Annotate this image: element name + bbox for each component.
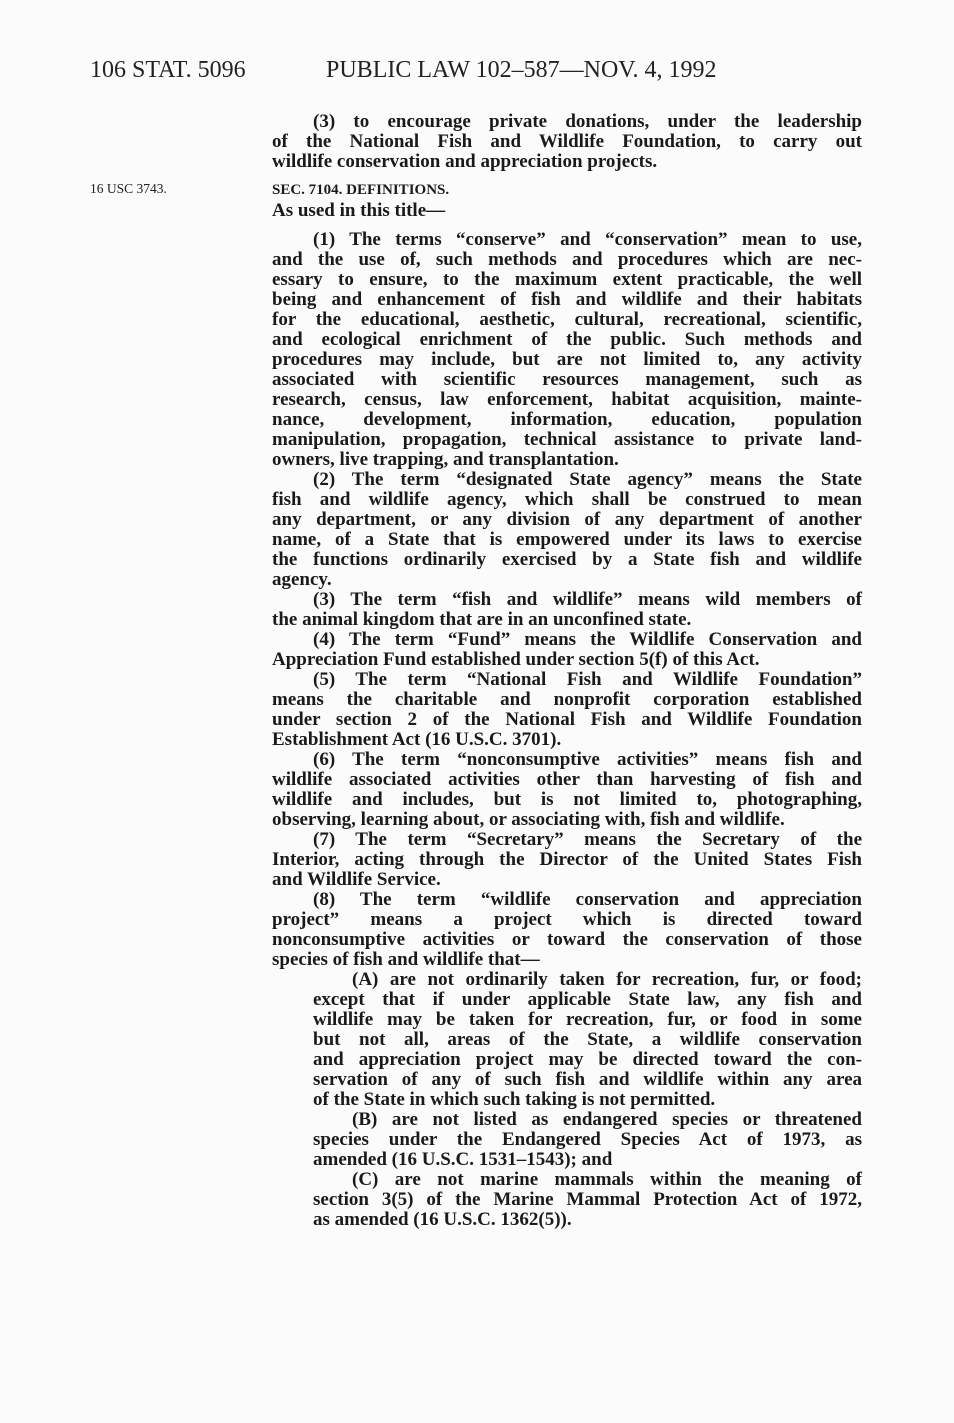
- text-line: means the charitable and nonprofit corporation established: [272, 689, 862, 710]
- text-line: name, of a State that is empowered under its laws to exercise: [272, 529, 862, 550]
- text-line: the functions ordinarily exercised by a State fish and wildlife: [272, 549, 862, 570]
- page-number: 106 STAT. 5096: [90, 57, 246, 83]
- text-line: nance, development, information, education, population: [272, 409, 862, 430]
- text-line: (4) The term “Fund” means the Wildlife Conservation and: [313, 629, 862, 650]
- text-line: of the State in which such taking is not permitted.: [313, 1089, 716, 1110]
- text-line: Establishment Act (16 U.S.C. 3701).: [272, 729, 562, 750]
- text-line: and appreciation project may be directed toward the con-: [313, 1049, 862, 1070]
- text-line: and the use of, such methods and procedures which are nec-: [272, 249, 862, 270]
- text-line: (5) The term “National Fish and Wildlife Foundation”: [313, 669, 862, 690]
- text-line: and ecological enrichment of the public. Such methods and: [272, 329, 862, 350]
- text-line: procedures may include, but are not limited to, any activity: [272, 349, 862, 370]
- text-line: for the educational, aesthetic, cultural, recreational, scientific,: [272, 309, 862, 330]
- intro-text: As used in this title—: [272, 200, 446, 221]
- text-line: (8) The term “wildlife conservation and appreciation: [313, 889, 862, 910]
- text-line: (1) The terms “conserve” and “conservation” mean to use,: [313, 229, 862, 250]
- text-line: Appreciation Fund established under section 5(f) of this Act.: [272, 649, 760, 670]
- text-line: (3) The term “fish and wildlife” means wild members of: [313, 589, 862, 610]
- text-line: Interior, acting through the Director of the United States Fish: [272, 849, 862, 870]
- text-line: wildlife may be taken for recreation, fur, or food in some: [313, 1009, 862, 1030]
- text-line: under section 2 of the National Fish and Wildlife Foundation: [272, 709, 862, 730]
- text-line: amended (16 U.S.C. 1531–1543); and: [313, 1149, 613, 1170]
- text-line: wildlife associated activities other than harvesting of fish and: [272, 769, 862, 790]
- text-line: (A) are not ordinarily taken for recreation, fur, or food;: [352, 969, 862, 990]
- text-line: of the National Fish and Wildlife Foundation, to carry out: [272, 131, 862, 152]
- text-line: but not all, areas of the State, a wildlife conservation: [313, 1029, 862, 1050]
- text-line: research, census, law enforcement, habitat acquisition, mainte-: [272, 389, 862, 410]
- text-line: as amended (16 U.S.C. 1362(5)).: [313, 1209, 572, 1230]
- text-line: species under the Endangered Species Act of 1973, as: [313, 1129, 862, 1150]
- text-line: (7) The term “Secretary” means the Secretary of the: [313, 829, 862, 850]
- text-line: being and enhancement of fish and wildlife and their habitats: [272, 289, 862, 310]
- margin-citation: 16 USC 3743.: [90, 181, 167, 196]
- text-line: (2) The term “designated State agency” means the State: [313, 469, 862, 490]
- text-line: section 3(5) of the Marine Mammal Protection Act of 1972,: [313, 1189, 862, 1210]
- text-line: (3) to encourage private donations, under the leadership: [313, 111, 862, 132]
- text-line: essary to ensure, to the maximum extent practicable, the well: [272, 269, 862, 290]
- text-line: species of fish and wildlife that—: [272, 949, 540, 970]
- text-line: (6) The term “nonconsumptive activities” means fish and: [313, 749, 862, 770]
- text-line: manipulation, propagation, technical assistance to private land-: [272, 429, 862, 450]
- section-heading: SEC. 7104. DEFINITIONS.: [272, 182, 450, 198]
- running-header: PUBLIC LAW 102–587—NOV. 4, 1992: [326, 57, 717, 83]
- text-line: fish and wildlife agency, which shall be construed to mean: [272, 489, 862, 510]
- text-line: observing, learning about, or associating with, fish and wildlife.: [272, 809, 785, 830]
- text-line: the animal kingdom that are in an unconfined state.: [272, 609, 692, 630]
- text-line: owners, live trapping, and transplantation.: [272, 449, 619, 470]
- text-line: associated with scientific resources management, such as: [272, 369, 862, 390]
- text-line: any department, or any division of any department of another: [272, 509, 862, 530]
- text-line: and Wildlife Service.: [272, 869, 441, 890]
- text-line: (C) are not marine mammals within the meaning of: [352, 1169, 862, 1190]
- text-line: agency.: [272, 569, 332, 590]
- text-line: wildlife and includes, but is not limited to, photographing,: [272, 789, 862, 810]
- text-line: wildlife conservation and appreciation projects.: [272, 151, 658, 172]
- text-line: (B) are not listed as endangered species or threatened: [352, 1109, 862, 1130]
- text-line: project” means a project which is directed toward: [272, 909, 862, 930]
- text-line: servation of any of such fish and wildlife within any area: [313, 1069, 862, 1090]
- text-line: except that if under applicable State law, any fish and: [313, 989, 862, 1010]
- text-line: nonconsumptive activities or toward the conservation of those: [272, 929, 862, 950]
